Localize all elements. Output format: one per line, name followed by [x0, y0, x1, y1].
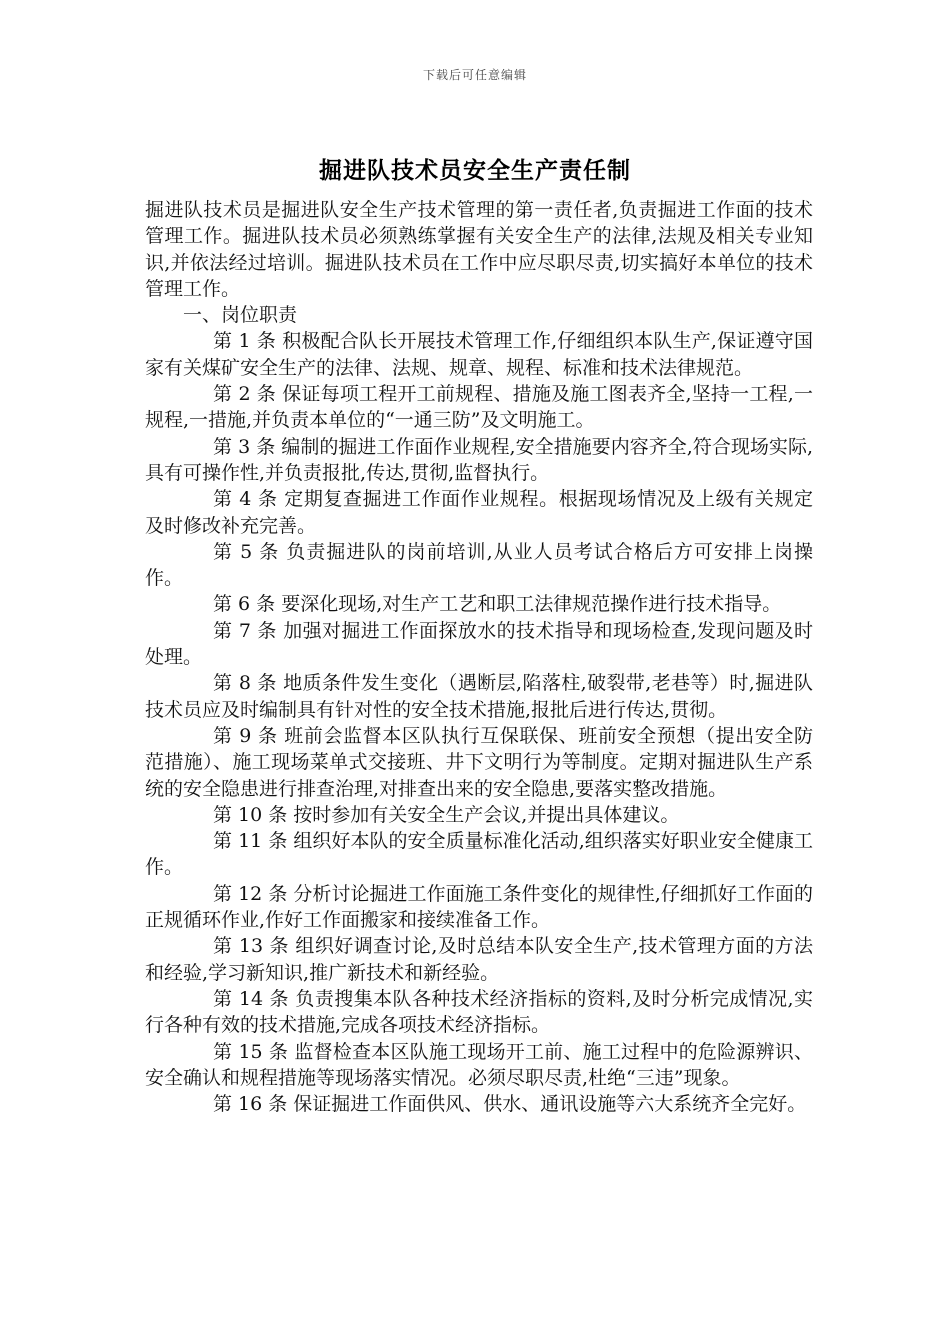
- article-9: 第 9 条 班前会监督本区队执行互保联保、班前安全预想（提出安全防范措施）、施工现场菜单式交接班、井下文明行为等制度。定期对掘进队生产系统的安全隐患进行排查治理,对排查出来的安全隐患,要落实整改措施。: [145, 724, 813, 800]
- document-title: 掘进队技术员安全生产责任制: [319, 157, 631, 184]
- article-13: 第 13 条 组织好调查讨论,及时总结本队安全生产,技术管理方面的方法和经验,学习新知识,推广新技术和新经验。: [145, 935, 813, 984]
- article-2: 第 2 条 保证每项工程开工前规程、措施及施工图表齐全,坚持一工程,一规程,一措施,并负责本单位的“一通三防”及文明施工。: [145, 383, 813, 432]
- article-3: 第 3 条 编制的掘进工作面作业规程,安全措施要内容齐全,符合现场实际,具有可操作性,并负责报批,传达,贯彻,监督执行。: [145, 435, 813, 484]
- intro-paragraph: 掘进队技术员是掘进队安全生产技术管理的第一责任者,负责掘进工作面的技术管理工作。掘进队技术员必须熟练掌握有关安全生产的法律,法规及相关专业知识,并依法经过培训。掘进队技术员在工作中应尽职尽责,切实搞好本单位的技术管理工作。: [145, 199, 813, 300]
- article-1: 第 1 条 积极配合队长开展技术管理工作,仔细组织本队生产,保证遵守国家有关煤矿安全生产的法律、法规、规章、规程、标准和技术法律规范。: [145, 330, 813, 379]
- article-15: 第 15 条 监督检查本区队施工现场开工前、施工过程中的危险源辨识、安全确认和规程措施等现场落实情况。必须尽职尽责,杜绝“三违”现象。: [145, 1040, 813, 1089]
- article-16: 第 16 条 保证掘进工作面供风、供水、通讯设施等六大系统齐全完好。: [213, 1093, 807, 1116]
- article-4: 第 4 条 定期复查掘进工作面作业规程。根据现场情况及上级有关规定及时修改补充完善。: [145, 488, 813, 537]
- article-10: 第 10 条 按时参加有关安全生产会议,并提出具体建议。: [213, 803, 680, 826]
- article-7: 第 7 条 加强对掘进工作面探放水的技术指导和现场检查,发现问题及时处理。: [145, 619, 813, 669]
- header-note: 下载后可任意编辑: [422, 68, 527, 82]
- article-6: 第 6 条 要深化现场,对生产工艺和职工法律规范操作进行技术指导。: [213, 593, 782, 616]
- article-8: 第 8 条 地质条件发生变化（遇断层,陷落柱,破裂带,老巷等）时,掘进队技术员应及时编制具有针对性的安全技术措施,报批后进行传达,贯彻。: [145, 672, 813, 721]
- article-11: 第 11 条 组织好本队的安全质量标准化活动,组织落实好职业安全健康工作。: [145, 830, 813, 879]
- article-12: 第 12 条 分析讨论掘进工作面施工条件变化的规律性,仔细抓好工作面的正规循环作业,作好工作面搬家和接续准备工作。: [145, 882, 813, 932]
- document-body: [145, 197, 813, 1117]
- article-5: 第 5 条 负责掘进队的岗前培训,从业人员考试合格后方可安排上岗操作。: [145, 540, 813, 590]
- section-heading: 一、岗位职责: [183, 304, 298, 327]
- article-14: 第 14 条 负责搜集本队各种技术经济指标的资料,及时分析完成情况,实行各种有效的技术措施,完成各项技术经济指标。: [145, 987, 813, 1037]
